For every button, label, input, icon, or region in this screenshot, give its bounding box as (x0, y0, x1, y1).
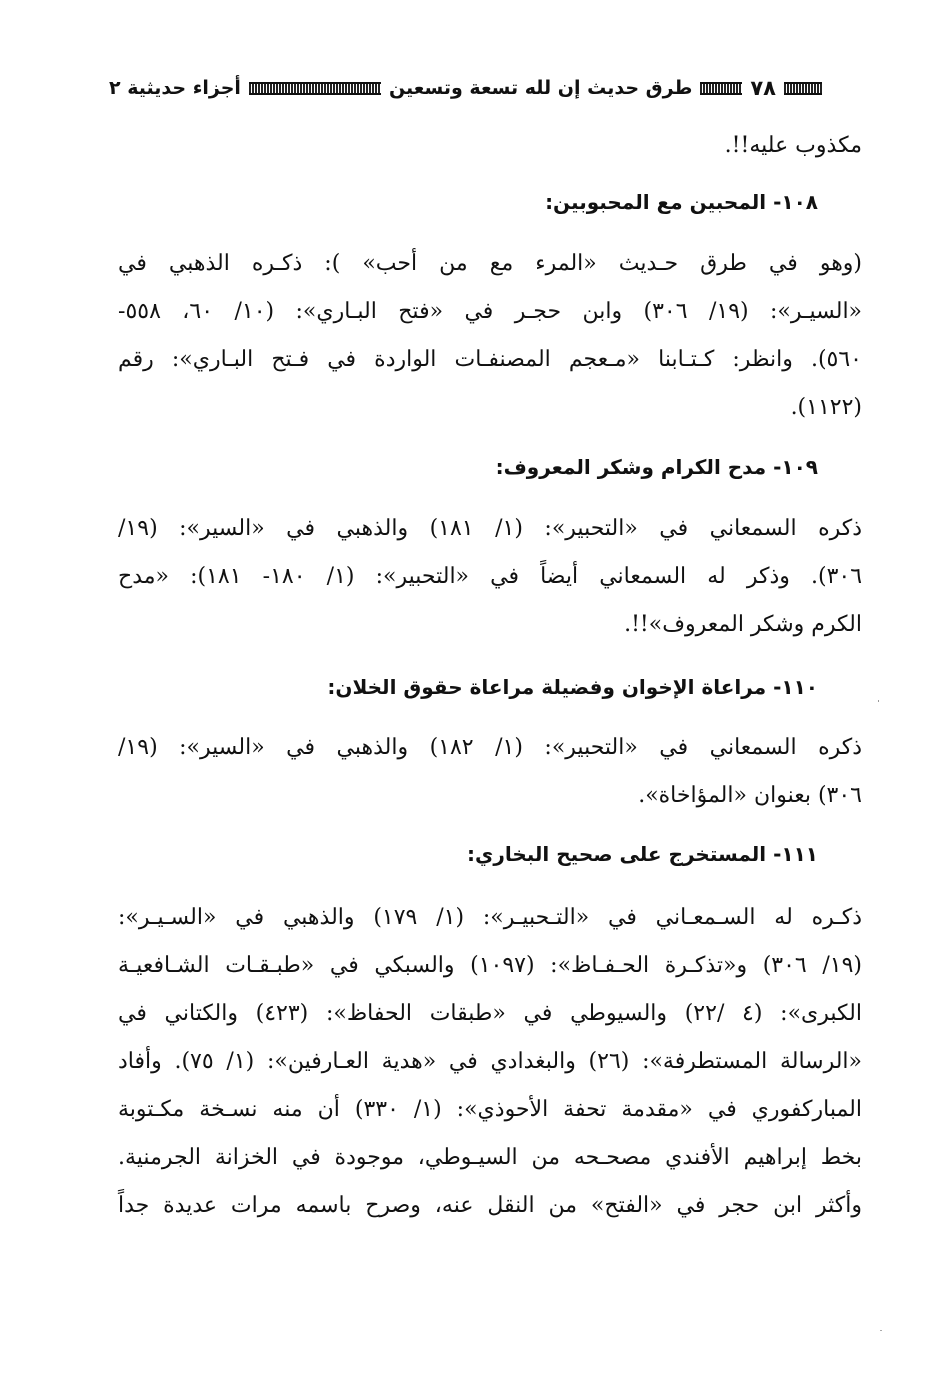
text-line: (١٩/ ٣٠٦) و«تذكـرة الحـفـاظ»: (١٠٩٧) والسبكي في «طبـقـات الشـافعيـة (118, 953, 862, 978)
text-line: ٣٠٦). وذكر له السمعاني أيضاً في «التحبير»: (١/ ١٨٠- ١٨١): «مدح (118, 564, 863, 589)
entry-heading-109: ١٠٩- مدح الكرام وشكر المعروف: (495, 455, 818, 479)
continuation-paragraph (118, 122, 862, 170)
entry-paragraph-110 (118, 724, 862, 820)
header-rule-middle (249, 82, 381, 95)
entry-paragraph-109 (118, 505, 862, 649)
running-header (109, 70, 830, 106)
text-line: الكبرى»: (٤ /٢٢) والسيوطي في «طبقات الحفاظ»: (٤٢٣) والكتاني في (118, 1001, 862, 1026)
scan-speck (878, 700, 879, 702)
entry-paragraph-111 (118, 894, 862, 1230)
series-title: أجزاء حديثية ٢ (109, 77, 241, 99)
header-rule-end (784, 82, 822, 95)
text-line: وأكثر ابن حجر في «الفتح» من النقل عنه، وصرح باسمه مرات عديدة جداً (118, 1193, 862, 1218)
text-line: بخط إبراهيم الأفندي مصحـحه من السيـوطي، موجودة في الخزانة الجرمنية. (118, 1145, 862, 1170)
running-title: طرق حديث إن لله تسعة وتسعين (388, 77, 693, 99)
entry-heading-111: ١١١- المستخرج على صحيح البخاري: (466, 842, 818, 866)
text-line: مكذوب عليه!!. (724, 133, 862, 158)
entry-heading-108: ١٠٨- المحبين مع المحبوبين: (545, 190, 818, 214)
page-number: ٧٨ (750, 76, 776, 100)
text-line: «الرسالة المستطرفة»: (٢٦) والبغدادي في «هدية العـارفين»: (١/ ٧٥). وأفاد (118, 1049, 862, 1074)
entry-heading-110: ١١٠- مراعاة الإخوان وفضيلة مراعاة حقوق الخلان: (327, 675, 818, 699)
text-line: (١١٢٢). (790, 395, 862, 420)
text-line: ٣٠٦) بعنوان «المؤاخاة». (638, 783, 862, 808)
scan-speck (880, 1330, 882, 1331)
text-line: ذكره السمعاني في «التحبير»: (١/ ١٨٢) والذهبي في «السير»: (١٩/ (118, 735, 863, 760)
text-line: (وهو في طرق حـديث «المرء مع من أحب» ): ذكـره الذهبي في (118, 251, 862, 276)
header-rule-left (700, 82, 742, 95)
text-line: الكرم وشكر المعروف»!!. (624, 612, 862, 637)
text-line: ذكره السمعاني في «التحبير»: (١/ ١٨١) والذهبي في «السير»: (١٩/ (118, 516, 863, 541)
text-line: ٥٦٠). وانظر: كـتـابنا «مـعجم المصنفـات الواردة في فـتح البـاري»: رقم (118, 347, 862, 372)
entry-paragraph-108 (118, 240, 862, 432)
text-line: المباركفوري في «مقدمة تحفة الأحوذي»: (١/ ٣٣٠) أن منه نسـخة مكـتوبة (118, 1097, 862, 1122)
text-line: «السيـر»: (١٩/ ٣٠٦) وابن حجـر في «فتح البـاري»: (١٠/ ٦٠، ٥٥٨- (118, 299, 863, 324)
text-line: ذكـره له السـمعـاني في «التـحبيـر»: (١/ ١٧٩) والذهبي في «السـيـر»: (118, 905, 863, 930)
